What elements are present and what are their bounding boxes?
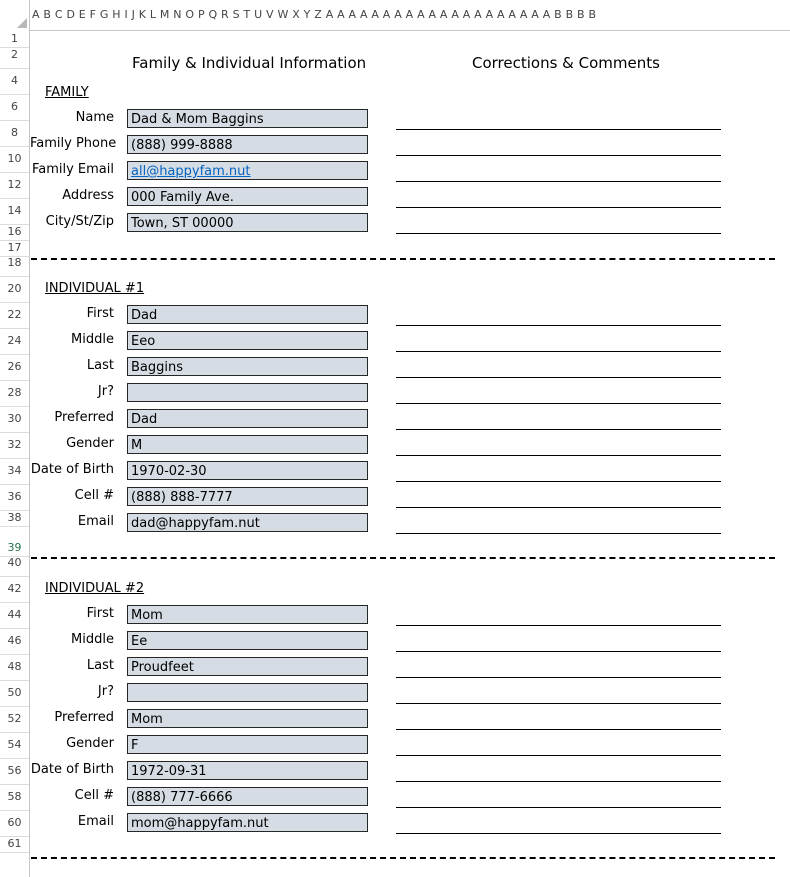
comment-line[interactable]: [396, 507, 721, 508]
individual2-label: Jr?: [97, 684, 114, 699]
individual1-label: Gender: [66, 436, 114, 451]
row-header-column: [0, 30, 30, 877]
row-number[interactable]: 39: [7, 541, 22, 554]
individual1-label: Jr?: [97, 384, 114, 399]
individual1-value-field[interactable]: (888) 888-7777: [127, 487, 368, 506]
row-number[interactable]: 42: [7, 582, 22, 595]
comment-line[interactable]: [396, 403, 721, 404]
row-number[interactable]: 1: [11, 32, 18, 45]
comment-line[interactable]: [396, 833, 721, 834]
family-section-title: FAMILY: [45, 85, 89, 100]
row-number[interactable]: 24: [7, 334, 22, 347]
row-number[interactable]: 14: [7, 204, 22, 217]
select-all-triangle-icon: [17, 18, 27, 28]
individual1-label: Email: [77, 514, 114, 529]
individual2-label: First: [86, 606, 114, 621]
individual2-label: Date of Birth: [30, 762, 114, 777]
row-number[interactable]: 2: [11, 48, 18, 61]
row-number[interactable]: 34: [7, 464, 22, 477]
comment-line[interactable]: [396, 351, 721, 352]
row-divider: [0, 852, 29, 853]
individual1-label: Last: [86, 358, 114, 373]
individual1-value-field[interactable]: M: [127, 435, 368, 454]
row-number[interactable]: 6: [11, 100, 18, 113]
right-column-title: Corrections & Comments: [472, 54, 660, 72]
individual1-label: Date of Birth: [30, 462, 114, 477]
comment-line[interactable]: [396, 755, 721, 756]
row-number[interactable]: 61: [7, 837, 22, 850]
comment-line[interactable]: [396, 703, 721, 704]
row-number[interactable]: 50: [7, 686, 22, 699]
individual1-label: Middle: [71, 332, 114, 347]
column-header-bar: [0, 0, 790, 31]
row-number[interactable]: 26: [7, 360, 22, 373]
row-number[interactable]: 12: [7, 178, 22, 191]
comment-line[interactable]: [396, 481, 721, 482]
individual1-label: First: [86, 306, 114, 321]
family-value-field[interactable]: Dad & Mom Baggins: [127, 109, 368, 128]
individual2-value-field[interactable]: [127, 683, 368, 702]
row-number[interactable]: 38: [7, 511, 22, 524]
comment-line[interactable]: [396, 129, 721, 130]
row-number[interactable]: 48: [7, 660, 22, 673]
family-value-field[interactable]: all@happyfam.nut: [127, 161, 368, 180]
comment-line[interactable]: [396, 807, 721, 808]
row-number[interactable]: 22: [7, 308, 22, 321]
individual1-value-field[interactable]: Eeo: [127, 331, 368, 350]
row-number[interactable]: 10: [7, 152, 22, 165]
row-number[interactable]: 28: [7, 386, 22, 399]
individual2-value-field[interactable]: Proudfeet: [127, 657, 368, 676]
individual1-value-field[interactable]: 1970-02-30: [127, 461, 368, 480]
section-separator: [31, 857, 775, 859]
row-number[interactable]: 8: [11, 126, 18, 139]
individual1-section-title: INDIVIDUAL #1: [45, 281, 145, 296]
comment-line[interactable]: [396, 729, 721, 730]
row-number[interactable]: 60: [7, 816, 22, 829]
row-number[interactable]: 52: [7, 712, 22, 725]
family-value-field[interactable]: 000 Family Ave.: [127, 187, 368, 206]
row-number[interactable]: 17: [7, 241, 22, 254]
family-value-field[interactable]: (888) 999-8888: [127, 135, 368, 154]
comment-line[interactable]: [396, 233, 721, 234]
comment-line[interactable]: [396, 651, 721, 652]
family-label: City/St/Zip: [45, 214, 114, 229]
comment-line[interactable]: [396, 677, 721, 678]
individual1-value-field[interactable]: dad@happyfam.nut: [127, 513, 368, 532]
individual1-value-field[interactable]: [127, 383, 368, 402]
individual2-label: Last: [86, 658, 114, 673]
comment-line[interactable]: [396, 625, 721, 626]
individual2-value-field[interactable]: Mom: [127, 709, 368, 728]
comment-line[interactable]: [396, 455, 721, 456]
comment-line[interactable]: [396, 155, 721, 156]
section-separator: [31, 557, 775, 559]
row-number[interactable]: 20: [7, 282, 22, 295]
row-number[interactable]: 40: [7, 556, 22, 569]
row-number[interactable]: 44: [7, 608, 22, 621]
row-number[interactable]: 36: [7, 490, 22, 503]
row-divider: [0, 526, 29, 527]
row-number[interactable]: 4: [11, 74, 18, 87]
row-number[interactable]: 56: [7, 764, 22, 777]
individual2-label: Preferred: [54, 710, 114, 725]
column-letters[interactable]: A B C D E F G H I J K L M N O P Q R S T U V W X Y Z A A A A A A A A A A A A A A A A A A A A B B B B: [32, 8, 597, 21]
row-number[interactable]: 18: [7, 256, 22, 269]
family-value-field[interactable]: Town, ST 00000: [127, 213, 368, 232]
individual1-value-field[interactable]: Baggins: [127, 357, 368, 376]
individual2-label: Email: [77, 814, 114, 829]
individual1-label: Cell #: [74, 488, 114, 503]
comment-line[interactable]: [396, 429, 721, 430]
individual2-value-field[interactable]: Ee: [127, 631, 368, 650]
select-all-corner[interactable]: [0, 0, 30, 30]
row-number[interactable]: 32: [7, 438, 22, 451]
individual2-label: Middle: [71, 632, 114, 647]
individual1-value-field[interactable]: Dad: [127, 305, 368, 324]
individual1-label: Preferred: [54, 410, 114, 425]
comment-line[interactable]: [396, 377, 721, 378]
row-number[interactable]: 58: [7, 790, 22, 803]
individual2-value-field[interactable]: (888) 777-6666: [127, 787, 368, 806]
left-column-title: Family & Individual Information: [132, 54, 367, 72]
individual2-label: Gender: [66, 736, 114, 751]
individual2-value-field[interactable]: Mom: [127, 605, 368, 624]
row-number[interactable]: 46: [7, 634, 22, 647]
row-number[interactable]: 30: [7, 412, 22, 425]
comment-line[interactable]: [396, 781, 721, 782]
individual2-section-title: INDIVIDUAL #2: [45, 581, 145, 596]
individual2-value-field[interactable]: mom@happyfam.nut: [127, 813, 368, 832]
individual2-value-field[interactable]: 1972-09-31: [127, 761, 368, 780]
row-number[interactable]: 54: [7, 738, 22, 751]
individual1-value-field[interactable]: Dad: [127, 409, 368, 428]
section-separator: [31, 258, 775, 260]
family-label: Family Email: [31, 162, 114, 177]
comment-line[interactable]: [396, 533, 721, 534]
row-number[interactable]: 16: [7, 225, 22, 238]
individual2-value-field[interactable]: F: [127, 735, 368, 754]
family-label: Family Phone: [30, 136, 117, 151]
comment-line[interactable]: [396, 207, 721, 208]
family-label: Name: [75, 110, 114, 125]
comment-line[interactable]: [396, 181, 721, 182]
comment-line[interactable]: [396, 325, 721, 326]
family-label: Address: [62, 188, 114, 203]
individual2-label: Cell #: [74, 788, 114, 803]
